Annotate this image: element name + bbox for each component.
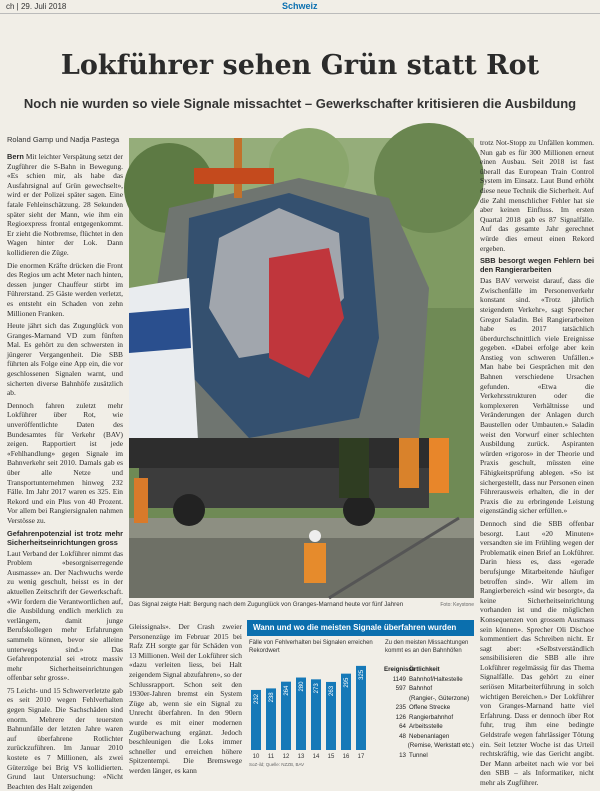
data-label: 232	[254, 693, 260, 704]
byline: Roland Gamp und Nadja Pastega	[7, 135, 120, 144]
data-label: 325	[359, 669, 365, 680]
table-row	[384, 685, 474, 695]
paragraph: Heute jährt sich das Zugunglück von Granges-Marnand VD zum fünften Mal. Es gehört zu den schwersten in jüngerer Vergangenheit. Die SBB führten als Folge eine App ein, die vor geschlossenen Signalen warnt, und sicherten diverse Bahnhöfe zusätzlich ab.	[7, 321, 123, 398]
location-name: Rangierbahnhof	[409, 713, 454, 721]
location-table	[384, 666, 474, 761]
event-count	[384, 742, 408, 752]
x-tick-label: 17	[357, 754, 365, 760]
paragraph: Mit leichter Verspätung setzt der Zugführer die S-Bahn in Bewegung. «Es schien mir, als habe das Ausfahrsignal auf Grün gewechselt», wird er der Polizei später sagen. Eine fatale Fehleinschätzung. 28 Sekunden später sieht der Mann, wie ihm ein Regioexpress frontal entgegenkommt. Er zieht die Notbremse, flüchtet in den Wagen hinter der Lok. Dann kollidieren die Züge.	[7, 152, 123, 257]
x-tick-label: 13	[297, 754, 305, 760]
event-count	[384, 695, 409, 705]
x-tick-label: 14	[312, 754, 320, 760]
location-name: Bahnhof/Haltestelle	[409, 675, 463, 683]
subheadline: Noch nie wurden so viele Signale missachtet – Gewerkschafter kritisieren die Ausbildung	[23, 96, 577, 111]
table-row	[384, 695, 474, 705]
x-tick-label: 10	[252, 754, 260, 760]
headline: Lokführer sehen Grün statt Rot	[60, 50, 540, 81]
table-head-location: Örtlichkeit	[409, 666, 440, 673]
page-date: ch | 29. Juli 2018	[6, 2, 67, 11]
table-label: Zu den meisten Missachtungen kommt es an den Bahnhöfen	[385, 640, 469, 654]
location-name: Bahnhof	[409, 685, 433, 692]
paragraph: Dennoch fahren zuletzt mehr Lokführer über Rot, wie unveröffentlichte Daten des Bundesamtes für Verkehr (BAV) zeigen. Rapportiert ist jede «Fehlhandlung» gegen Signale im Bahnverkehr seit 2010. Damals gab es über alle Netze und Transportunternehmen hinweg 232 Fälle. Im Jahr 2017 waren es 325. Ein Rekord und ein Plus von 40 Prozent. Vor allem bei Rangiersignalen nahmen Verstösse zu.	[7, 400, 123, 525]
paragraph: Dennoch sind die SBB offenbar besorgt. Laut «20 Minuten» versandten sie im Frühling wegen der Problematik einen Brief an Lokführer. Darin hiess es, dass «gerade berufsjunge Mitarbeitende häufiger betroffen sind». Wir allem im Rangierbereich «sind wir besorgt», da keine Sicherheitseinrichtung vorhanden ist und die möglichen Konsequenzen von grossem Ausmass sein können». Sprecher Oli Dischoe kommentiert das Schreiben nicht. Er sagt aber: «Selbstverständlich sensibilisieren die SBB alle ihre Lokführer regelmässig für das Thema Signalfälle. Das gehört zu einer seriösen Mitarbeiterführung in solch wichtigen Bereichen.» Der Lokführer von Granges-Marnand hatte viel Erfahrung. Dass er dennoch über Rot fuhr, trug ihm eine bedingte Geldstrafe wegen fahrlässiger Tötung ein. Seit letzter Woche ist das Urteil rechtskräftig, wie das Gericht angibt. Der Mann arbeitet nach wie vor bei den SBB – als Informatiker, nicht mehr als Zugführer.	[480, 518, 594, 787]
table-header	[384, 666, 474, 676]
data-label: 238	[269, 692, 275, 703]
paragraph: trotz Not-Stopp zu Unfällen kommen. Nun gab es für 300 Millionen erneut einen Ausbau. Seit 2018 ist fast überall das European Train Control System im Einsatz. Laut Bund erhöht diese neue Technik die Sicherheit. Auf die Zahl menschlicher Fehler hat sie aber keinen Einfluss. Im ersten Quartal 2018 gab es 87 Signalfälle. Auf das gesamte Jahr gerechnet würde dies erneut einen Rekord ergeben.	[480, 138, 594, 253]
location-name: Tunnel	[409, 751, 428, 759]
table-row	[384, 733, 474, 743]
location-name: (Remise, Werkstatt etc.)	[407, 742, 474, 749]
location-name: (Rangier-, Güterzone)	[409, 694, 470, 702]
location-name: Arbeitsstelle	[409, 723, 443, 730]
table-row	[384, 723, 474, 733]
infobox	[247, 620, 474, 770]
chart-label: Fälle von Fehlverhalten bei Signalen erreichen Rekordwert	[249, 640, 373, 654]
event-count: 13	[399, 751, 406, 759]
chart-source: SoZ-ild; Quelle: NZZB, BAV	[249, 762, 305, 767]
event-count: 48	[399, 732, 406, 740]
event-count: 126	[395, 713, 406, 721]
subheading: Gefahrenpotenzial ist trotz mehr Sicherheitseinrichtungen gross	[7, 528, 123, 547]
paragraph: 75 Leicht- und 15 Schwerverletzte gab es seit 2010 wegen Fehlverhalten gegen Signale. Die Sachschäden sind enorm. Mehrere der teuersten Bahnunfälle der letzten Jahre waren auf überfahrene Rotlichter zurückzuführen. Im Januar 2010 kostete es 7 Millionen, als zwei Güterzüge bei Brig VS kollidierten. Grund laut Untersuchung: «Nicht Beachten des Halt zeigenden	[7, 685, 123, 791]
paragraph: Das BAV verweist darauf, dass die Zwischenfälle im Personenverkehr konstant sind. «Trotz jährlich steigendem Verkehr», sagt Sprecher Gregor Saladin. Bei Rangierarbeiten habe es 2017 tatsächlich überdurchschnittlich viele Ereignisse gegeben. «Dabei erfolge aber kein Anstieg von schweren Unfällen.» Man habe bei Gesprächen mit den Bahnen verschiedene Ursachen gefunden. «Etwa die Verkehrsstrukturen oder die komplexeren Verhältnisse und Veränderungen der Anlagen durch Baustellen oder Umbauten.» Saladin weist den Vorwurf einer schlechten Ausbildung zurück. Aspiranten würden «rigoros» in der Theorie und Praxis geschult, müssten eine Fähigkeitsprüfung ablegen. «So ist sichergestellt, dass nur Personen einen Führerausweis erhalten, die in der Praxis die zu erbringende Leistung eigenständig sicher erfüllen.»	[480, 276, 594, 516]
table-head-count: Ereignisse	[384, 666, 416, 673]
subheading: SBB besorgt wegen Fehlern bei den Rangierarbeiten	[480, 256, 594, 275]
x-tick-label: 16	[342, 754, 350, 760]
data-label: 295	[344, 677, 350, 688]
data-label: 280	[299, 681, 305, 692]
data-label: 264	[284, 685, 290, 696]
data-label: 273	[314, 683, 320, 694]
paragraph: Gleissignals». Der Crash zweier Personenzüge im Februar 2015 bei Rafz ZH sorgte gar für Schäden von 13 Millionen. Weil der Lokführer sich «dazu verleiten liess, bei Halt zeigendem Signal abzufahren», so der Schlussrapport. Schon seit den 1930er-Jahren bremst ein System Züge ab, wenn sie ein Signal zu Unrecht überfahren. In den 90ern wurde es mit einer modernen Zugüberwachung ergänzt. Jedoch beschleunigen die Loks immer schneller und erreichen höhere Spitzentempi. Die Bremswege werden länger, es kann	[129, 622, 242, 775]
x-tick-label: 12	[282, 754, 290, 760]
data-label: 263	[329, 685, 335, 696]
infobox-title: Wann und wo die meisten Signale überfahren wurden	[247, 620, 474, 636]
table-row	[384, 676, 474, 686]
location-name: Nebenanlagen	[409, 732, 450, 740]
caption-text: Das Signal zeigte Halt: Bergung nach dem Zugunglück von Granges-Marnand heute vor fünf Jahren	[129, 601, 404, 608]
event-count: 64	[399, 723, 406, 730]
table-row	[384, 704, 474, 714]
article-column-3	[480, 138, 594, 787]
table-row	[384, 752, 474, 762]
event-count: 235	[395, 704, 406, 711]
page-header	[0, 0, 600, 14]
dateline: Bern	[7, 152, 24, 161]
section-label: Schweiz	[282, 1, 318, 11]
article-column-2-bottom	[129, 622, 242, 775]
event-count: 1149	[392, 675, 406, 683]
train-wreck-photo	[129, 138, 474, 598]
article-column-1	[7, 152, 123, 791]
location-name: Offene Strecke	[409, 704, 451, 711]
photo-credit: Foto: Keystone	[440, 602, 474, 608]
photo-caption	[129, 601, 474, 608]
event-count: 597	[395, 685, 406, 692]
signal-cases-chart	[247, 658, 381, 768]
table-row	[384, 714, 474, 724]
x-tick-label: 15	[327, 754, 335, 760]
x-tick-label: 11	[267, 754, 275, 760]
table-row	[384, 742, 474, 752]
paragraph: Die enormen Kräfte drücken die Front des Regios um acht Meter nach hinten, dessen junger Chauffeur stirbt im Führerstand. 25 Gäste werden verletzt, es entsteht ein Schaden von zehn Millionen Franken.	[7, 260, 123, 318]
paragraph: Laut Verband der Lokführer nimmt das Problem «besorgniserregende Ausmasse» an. Der Nachwuchs werde zu wenig geschult, heisst es in der aktuellen Zeitschrift der Gewerkschaft. «Wir fordern die Verantwortlichen auf, die Ausbildung endlich merklich zu verlängern, damit junge Berufskollegen mehr Erfahrungen sammeln können, bevor sie alleine unterwegs sind.» Das Gefahrenpotenzial sei «trotz massiv mehr Sicherheitseinrichtungen offenbar sehr gross».	[7, 548, 123, 683]
